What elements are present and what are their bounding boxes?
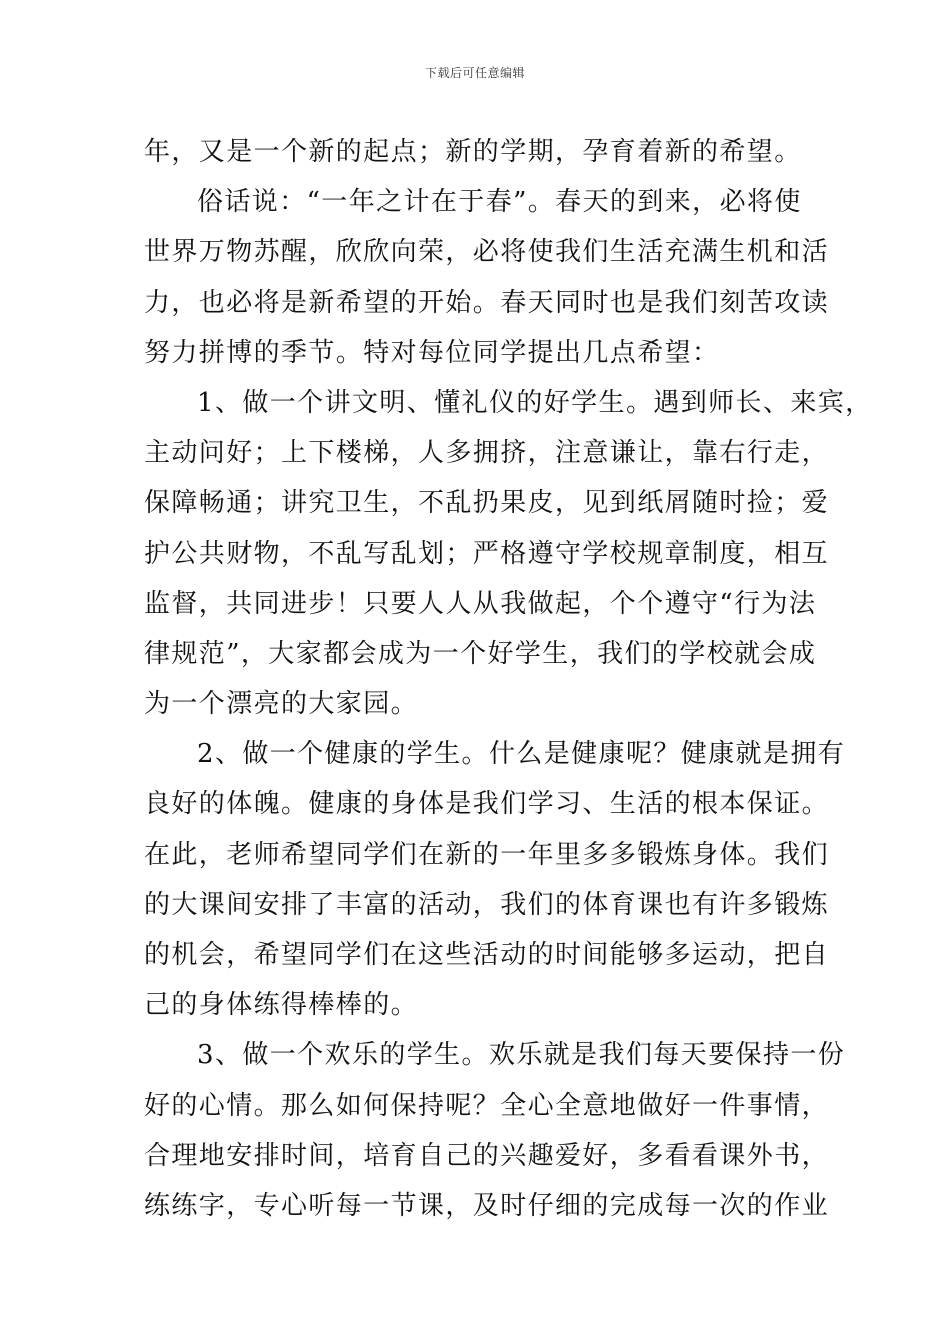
text-line: 律规范”，大家都会成为一个好学生，我们的学校就会成 bbox=[144, 638, 817, 669]
text-line: 为一个漂亮的大家园。 bbox=[144, 689, 419, 720]
page-header: 下载后可任意编辑 bbox=[424, 66, 525, 80]
text-line: 的大课间安排了丰富的活动，我们的体育课也有许多锻炼 bbox=[144, 889, 830, 920]
text-line: 练练字，专心听每一节课，及时仔细的完成每一次的作业 bbox=[144, 1190, 830, 1221]
text-line: 主动问好；上下楼梯，人多拥挤，注意谦让，靠右行走， bbox=[144, 438, 830, 469]
text-line: 好的心情。那么如何保持呢？全心全意地做好一件事情， bbox=[144, 1090, 830, 1121]
text-line: 努力拼博的季节。特对每位同学提出几点希望： bbox=[144, 337, 720, 368]
text-line: 合理地安排时间，培育自己的兴趣爱好，多看看课外书， bbox=[144, 1140, 830, 1171]
text-line: 1、做一个讲文明、懂礼仪的好学生。遇到师长、来宾， bbox=[197, 387, 873, 418]
text-line: 良好的体魄。健康的身体是我们学习、生活的根本保证。 bbox=[144, 789, 830, 820]
text-line: 在此，老师希望同学们在新的一年里多多锻炼身体。我们 bbox=[144, 839, 830, 870]
text-line: 己的身体练得棒棒的。 bbox=[144, 990, 419, 1021]
text-line: 监督，共同进步！只要人人从我做起，个个遵守“行为法 bbox=[144, 588, 817, 619]
text-line: 世界万物苏醒，欣欣向荣，必将使我们生活充满生机和活 bbox=[144, 237, 830, 268]
text-line: 护公共财物，不乱写乱划；严格遵守学校规章制度，相互 bbox=[144, 538, 830, 569]
text-line: 的机会，希望同学们在这些活动的时间能够多运动，把自 bbox=[144, 940, 830, 970]
text-line: 年，又是一个新的起点；新的学期，孕育着新的希望。 bbox=[144, 137, 802, 167]
text-line: 2、做一个健康的学生。什么是健康呢？健康就是拥有 bbox=[197, 739, 846, 770]
text-line: 俗话说：“一年之计在于春”。春天的到来，必将使 bbox=[197, 187, 802, 218]
text-line: 3、做一个欢乐的学生。欢乐就是我们每天要保持一份 bbox=[197, 1040, 846, 1071]
text-line: 保障畅通；讲究卫生，不乱扔果皮，见到纸屑随时捡；爱 bbox=[144, 488, 830, 519]
text-line: 力，也必将是新希望的开始。春天同时也是我们刻苦攻读 bbox=[144, 287, 830, 318]
body-text bbox=[144, 127, 873, 1231]
